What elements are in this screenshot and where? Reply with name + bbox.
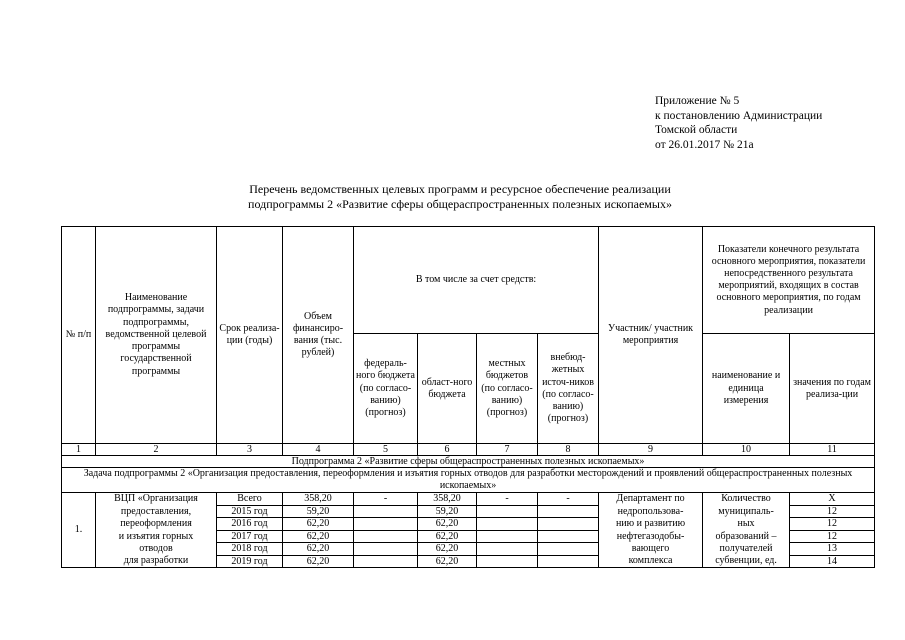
local-cell (477, 543, 538, 556)
indicator-line: субвенции, ед. (703, 555, 790, 568)
indicator-line: получателей (703, 543, 790, 556)
volume-cell: 358,20 (283, 493, 354, 506)
subprogram-row (62, 456, 875, 468)
program-name-line: переоформления (96, 518, 217, 531)
appendix-line-2: к постановлению Администрации (655, 109, 823, 122)
local-cell: - (477, 493, 538, 506)
header-volume: Объем финансиро-вания (тыс. рублей) (283, 227, 354, 444)
col-number: 3 (217, 444, 283, 456)
federal-cell (354, 505, 418, 518)
header-period: Срок реализа-ции (годы) (217, 227, 283, 444)
offbudget-cell (538, 555, 599, 568)
program-name-line: отводов (96, 543, 217, 556)
local-cell (477, 505, 538, 518)
task-row (62, 468, 875, 493)
header-indicator-values: значения по годам реализа-ции (790, 334, 875, 444)
offbudget-cell (538, 530, 599, 543)
title-line-1: Перечень ведомственных целевых программ и ресурсное обеспечение реализации (249, 182, 671, 196)
federal-cell (354, 518, 418, 531)
header-indicators: Показатели конечного результата основного мероприятия, показатели непосредственного результата мероприятий, входящих в состав основного мероприятия, по годам реализации (703, 227, 875, 334)
row-number: 1. (62, 493, 96, 568)
table-row (62, 555, 875, 568)
appendix-line-1: Приложение № 5 (655, 95, 740, 107)
header-name: Наименование подпрограммы, задачи подпрограммы, ведомственной целевой программы государственной программы (96, 227, 217, 444)
participant-line: комплекса (599, 555, 703, 568)
table-row (62, 505, 875, 518)
local-cell (477, 555, 538, 568)
table-row (62, 543, 875, 556)
header-indicator-name: наименование и единица измерения (703, 334, 790, 444)
period-cell: 2016 год (217, 518, 283, 531)
col-number: 4 (283, 444, 354, 456)
federal-cell (354, 530, 418, 543)
column-numbers-row (62, 444, 875, 456)
offbudget-cell (538, 543, 599, 556)
participant-line: нефтегазодобы- (599, 530, 703, 543)
offbudget-cell: - (538, 493, 599, 506)
period-cell: Всего (217, 493, 283, 506)
table-row (62, 530, 875, 543)
federal-cell (354, 543, 418, 556)
header-participant: Участник/ участник мероприятия (599, 227, 703, 444)
regional-cell: 62,20 (418, 530, 477, 543)
volume-cell: 62,20 (283, 555, 354, 568)
header-local: местных бюджетов (по согласо-ванию) (прогноз) (477, 334, 538, 444)
local-cell (477, 530, 538, 543)
col-number: 10 (703, 444, 790, 456)
participant-line: нию и развитию (599, 518, 703, 531)
participant-line: Департамент по (599, 493, 703, 506)
header-federal: федераль-ного бюджета (по согласо-ванию) (прогноз) (354, 334, 418, 444)
participant-line: вающего (599, 543, 703, 556)
document-title (160, 182, 760, 212)
header-including: В том числе за счет средств: (354, 227, 599, 334)
value-cell: 12 (790, 505, 875, 518)
col-number: 11 (790, 444, 875, 456)
subprogram-title: Подпрограмма 2 «Развитие сферы общераспространенных полезных ископаемых» (62, 456, 875, 468)
col-number: 2 (96, 444, 217, 456)
period-cell: 2019 год (217, 555, 283, 568)
programs-table (61, 226, 875, 568)
period-cell: 2017 год (217, 530, 283, 543)
col-number: 7 (477, 444, 538, 456)
task-title: Задача подпрограммы 2 «Организация предоставления, переоформления и изъятия горных отводов для разработки месторождений и проявлений общераспространенных полезных ископаемых» (62, 468, 875, 493)
offbudget-cell (538, 505, 599, 518)
value-cell: 12 (790, 530, 875, 543)
regional-cell: 62,20 (418, 518, 477, 531)
program-name-line: и изъятия горных (96, 530, 217, 543)
value-cell: 13 (790, 543, 875, 556)
table-row (62, 493, 875, 506)
indicator-line: муниципаль- (703, 505, 790, 518)
indicator-line: образований – (703, 530, 790, 543)
col-number: 1 (62, 444, 96, 456)
period-cell: 2018 год (217, 543, 283, 556)
indicator-line: Количество (703, 493, 790, 506)
offbudget-cell (538, 518, 599, 531)
regional-cell: 62,20 (418, 555, 477, 568)
program-name-line: предоставления, (96, 505, 217, 518)
federal-cell (354, 555, 418, 568)
table-row (62, 518, 875, 531)
participant-line: недропользова- (599, 505, 703, 518)
col-number: 9 (599, 444, 703, 456)
header-row-1 (62, 227, 875, 334)
appendix-block (655, 94, 822, 152)
col-number: 5 (354, 444, 418, 456)
volume-cell: 62,20 (283, 530, 354, 543)
title-line-2: подпрограммы 2 «Развитие сферы общераспространенных полезных ископаемых» (248, 197, 672, 211)
volume-cell: 62,20 (283, 518, 354, 531)
period-cell: 2015 год (217, 505, 283, 518)
program-name-line: для разработки (96, 555, 217, 568)
regional-cell: 59,20 (418, 505, 477, 518)
indicator-line: ных (703, 518, 790, 531)
value-cell: Х (790, 493, 875, 506)
col-number: 8 (538, 444, 599, 456)
value-cell: 14 (790, 555, 875, 568)
header-regional: област-ного бюджета (418, 334, 477, 444)
regional-cell: 62,20 (418, 543, 477, 556)
col-number: 6 (418, 444, 477, 456)
federal-cell: - (354, 493, 418, 506)
volume-cell: 62,20 (283, 543, 354, 556)
local-cell (477, 518, 538, 531)
program-name-line: ВЦП «Организация (96, 493, 217, 506)
header-num: № п/п (62, 227, 96, 444)
header-offbudget: внебюд-жетных источ-ников (по согласо-ванию) (прогноз) (538, 334, 599, 444)
appendix-line-3: Томской области (655, 124, 738, 136)
volume-cell: 59,20 (283, 505, 354, 518)
appendix-line-4: от 26.01.2017 № 21а (655, 138, 754, 151)
regional-cell: 358,20 (418, 493, 477, 506)
value-cell: 12 (790, 518, 875, 531)
